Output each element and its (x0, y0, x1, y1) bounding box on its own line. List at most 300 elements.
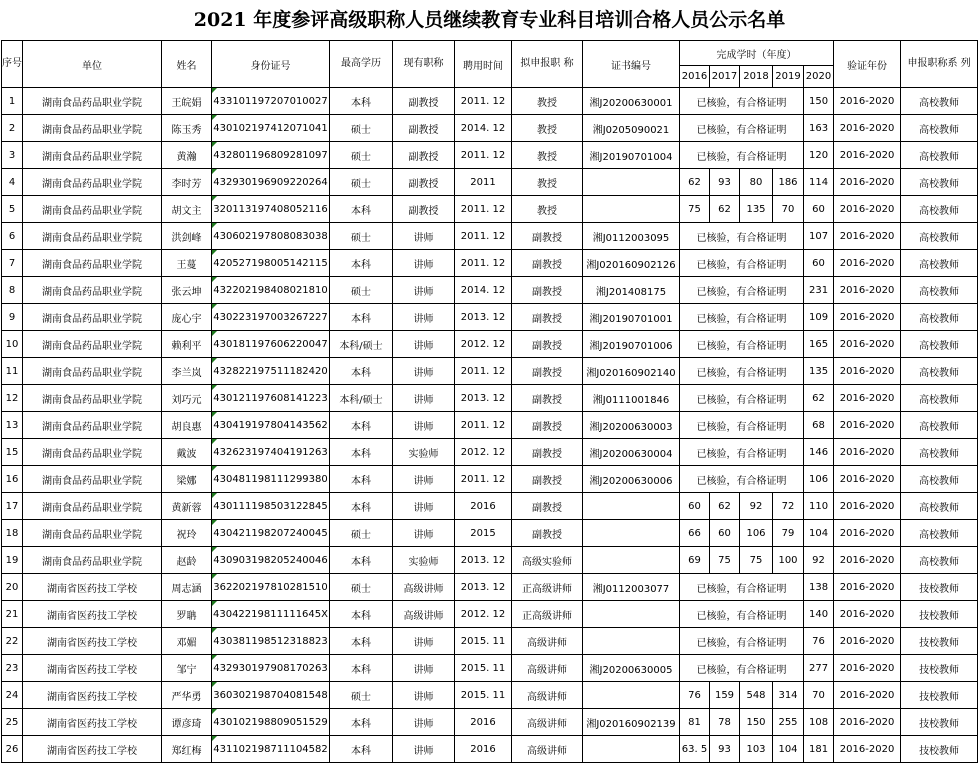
cell-unit: 湖南食品药品职业学院 (23, 88, 162, 115)
cell-current-title: 讲师 (393, 655, 455, 682)
cell-current-title: 副教授 (393, 115, 455, 142)
cell-verify-years: 2016-2020 (834, 601, 901, 628)
cell-verify-years: 2016-2020 (834, 358, 901, 385)
cell-hours-status: 已核验，有合格证明 (680, 574, 804, 601)
cell-series: 高校教师 (901, 250, 978, 277)
cell-hours-year: 103 (740, 736, 773, 763)
cell-seq: 8 (2, 277, 23, 304)
cell-hire-date: 2011. 12 (455, 466, 512, 493)
cell-current-title: 讲师 (393, 493, 455, 520)
cell-id: 432822197511182420 (212, 358, 330, 385)
cell-education: 本科 (330, 601, 393, 628)
cell-seq: 1 (2, 88, 23, 115)
table-row (2, 547, 978, 574)
cell-hours-year: 66 (680, 520, 710, 547)
cell-unit: 湖南食品药品职业学院 (23, 331, 162, 358)
cell-certificate (583, 169, 680, 196)
cell-hours-year: 104 (773, 736, 804, 763)
cell-hours-2020: 68 (804, 412, 834, 439)
cell-series: 技校教师 (901, 736, 978, 763)
cell-verify-years: 2016-2020 (834, 142, 901, 169)
cell-apply-title: 副教授 (512, 304, 583, 331)
cell-current-title: 讲师 (393, 520, 455, 547)
cell-education: 硕士 (330, 169, 393, 196)
cell-certificate: 湘J20200630005 (583, 655, 680, 682)
table-row (2, 115, 978, 142)
cell-education: 本科 (330, 709, 393, 736)
col-header-hire-date: 聘用时间 (455, 41, 512, 88)
cell-seq: 23 (2, 655, 23, 682)
cell-unit: 湖南食品药品职业学院 (23, 169, 162, 196)
cell-verify-years: 2016-2020 (834, 196, 901, 223)
cell-unit: 湖南省医药技工学校 (23, 709, 162, 736)
cell-apply-title: 副教授 (512, 520, 583, 547)
cell-certificate: 湘J020160902140 (583, 358, 680, 385)
cell-hire-date: 2011. 12 (455, 142, 512, 169)
cell-name: 李时芳 (162, 169, 212, 196)
cell-name: 黄瀚 (162, 142, 212, 169)
cell-hours-year: 79 (773, 520, 804, 547)
cell-name: 谭彦琦 (162, 709, 212, 736)
cell-hours-2020: 120 (804, 142, 834, 169)
cell-unit: 湖南省医药技工学校 (23, 601, 162, 628)
cell-unit: 湖南食品药品职业学院 (23, 385, 162, 412)
cell-hours-2020: 138 (804, 574, 834, 601)
cell-id: 430481198111299380 (212, 466, 330, 493)
cell-hours-year: 110 (804, 493, 834, 520)
col-header-seq: 序号 (2, 41, 23, 88)
table-row (2, 88, 978, 115)
cell-seq: 18 (2, 520, 23, 547)
cell-unit: 湖南食品药品职业学院 (23, 304, 162, 331)
cell-seq: 16 (2, 466, 23, 493)
cell-apply-title: 高级实验师 (512, 547, 583, 574)
cell-current-title: 实验师 (393, 439, 455, 466)
cell-verify-years: 2016-2020 (834, 223, 901, 250)
cell-hours-year: 150 (740, 709, 773, 736)
cell-seq: 10 (2, 331, 23, 358)
cell-series: 高校教师 (901, 547, 978, 574)
cell-current-title: 讲师 (393, 385, 455, 412)
table-row (2, 736, 978, 763)
cell-series: 高校教师 (901, 412, 978, 439)
col-header-education: 最高学历 (330, 41, 393, 88)
cell-hours-status: 已核验，有合格证明 (680, 331, 804, 358)
cell-id: 430419197804143562 (212, 412, 330, 439)
cell-hours-year: 106 (740, 520, 773, 547)
cell-hours-year: 60 (804, 196, 834, 223)
cell-series: 高校教师 (901, 358, 978, 385)
cell-series: 高校教师 (901, 385, 978, 412)
cell-apply-title: 副教授 (512, 493, 583, 520)
col-header-year: 2019 (773, 66, 804, 88)
cell-verify-years: 2016-2020 (834, 250, 901, 277)
cell-current-title: 讲师 (393, 331, 455, 358)
cell-series: 技校教师 (901, 709, 978, 736)
cell-name: 郑红梅 (162, 736, 212, 763)
cell-series: 高校教师 (901, 331, 978, 358)
cell-hours-2020: 277 (804, 655, 834, 682)
cell-id: 430111198503122845 (212, 493, 330, 520)
cell-name: 王蔓 (162, 250, 212, 277)
cell-hours-year: 255 (773, 709, 804, 736)
cell-id: 430421198207240045 (212, 520, 330, 547)
cell-id: 320113197408052116 (212, 196, 330, 223)
cell-certificate (583, 628, 680, 655)
table-row (2, 304, 978, 331)
cell-hours-year: 186 (773, 169, 804, 196)
cell-verify-years: 2016-2020 (834, 412, 901, 439)
cell-education: 本科 (330, 196, 393, 223)
table-row (2, 412, 978, 439)
cell-series: 高校教师 (901, 493, 978, 520)
cell-education: 本科 (330, 439, 393, 466)
cell-hire-date: 2011. 12 (455, 196, 512, 223)
cell-unit: 湖南食品药品职业学院 (23, 439, 162, 466)
cell-verify-years: 2016-2020 (834, 439, 901, 466)
cell-seq: 2 (2, 115, 23, 142)
cell-hours-year: 60 (680, 493, 710, 520)
cell-unit: 湖南食品药品职业学院 (23, 412, 162, 439)
cell-hours-year: 60 (710, 520, 740, 547)
cell-education: 本科 (330, 358, 393, 385)
cell-hours-2020: 140 (804, 601, 834, 628)
cell-id: 420527198005142115 (212, 250, 330, 277)
cell-verify-years: 2016-2020 (834, 547, 901, 574)
cell-id: 430223197003267227 (212, 304, 330, 331)
cell-name: 陈玉秀 (162, 115, 212, 142)
cell-current-title: 讲师 (393, 223, 455, 250)
cell-unit: 湖南食品药品职业学院 (23, 142, 162, 169)
cell-unit: 湖南食品药品职业学院 (23, 196, 162, 223)
table-row (2, 574, 978, 601)
cell-hours-year: 72 (773, 493, 804, 520)
cell-verify-years: 2016-2020 (834, 385, 901, 412)
cell-hours-year: 181 (804, 736, 834, 763)
cell-seq: 15 (2, 439, 23, 466)
cell-hours-status: 已核验，有合格证明 (680, 277, 804, 304)
cell-name: 周志涵 (162, 574, 212, 601)
cell-verify-years: 2016-2020 (834, 331, 901, 358)
cell-seq: 9 (2, 304, 23, 331)
cell-hours-year: 75 (680, 196, 710, 223)
cell-hours-status: 已核验，有合格证明 (680, 88, 804, 115)
cell-hire-date: 2015. 11 (455, 655, 512, 682)
cell-certificate: 湘J20190701001 (583, 304, 680, 331)
cell-hours-year: 63. 5 (680, 736, 710, 763)
cell-unit: 湖南食品药品职业学院 (23, 358, 162, 385)
cell-name: 刘巧元 (162, 385, 212, 412)
cell-verify-years: 2016-2020 (834, 466, 901, 493)
col-header-name: 姓名 (162, 41, 212, 88)
cell-name: 洪剑峰 (162, 223, 212, 250)
col-header-verify-years: 验证年份 (834, 41, 901, 88)
cell-hours-year: 75 (710, 547, 740, 574)
cell-certificate: 湘J20190701006 (583, 331, 680, 358)
cell-education: 本科/硕士 (330, 385, 393, 412)
cell-id: 362202197810281510 (212, 574, 330, 601)
cell-hours-year: 62 (710, 493, 740, 520)
cell-hours-year: 159 (710, 682, 740, 709)
cell-id: 43042219811111645X (212, 601, 330, 628)
cell-apply-title: 高级讲师 (512, 628, 583, 655)
cell-name: 胡文主 (162, 196, 212, 223)
cell-unit: 湖南食品药品职业学院 (23, 520, 162, 547)
cell-hire-date: 2012. 12 (455, 331, 512, 358)
cell-id: 430181197606220047 (212, 331, 330, 358)
cell-seq: 3 (2, 142, 23, 169)
cell-apply-title: 教授 (512, 115, 583, 142)
col-header-year: 2018 (740, 66, 773, 88)
table-row (2, 601, 978, 628)
cell-hours-status: 已核验，有合格证明 (680, 304, 804, 331)
col-header-apply-title: 拟申报职 称 (512, 41, 583, 88)
cell-hire-date: 2016 (455, 493, 512, 520)
cell-education: 本科 (330, 466, 393, 493)
cell-series: 高校教师 (901, 277, 978, 304)
cell-hours-year: 93 (710, 736, 740, 763)
cell-unit: 湖南食品药品职业学院 (23, 115, 162, 142)
cell-id: 433101197207010027 (212, 88, 330, 115)
cell-hours-status: 已核验，有合格证明 (680, 628, 804, 655)
table-row (2, 277, 978, 304)
cell-name: 王皖娟 (162, 88, 212, 115)
cell-certificate: 湘J0111001846 (583, 385, 680, 412)
col-header-hours: 完成学时（年度） (680, 41, 834, 66)
cell-seq: 5 (2, 196, 23, 223)
cell-name: 黄新蓉 (162, 493, 212, 520)
cell-unit: 湖南食品药品职业学院 (23, 547, 162, 574)
cell-verify-years: 2016-2020 (834, 493, 901, 520)
cell-education: 本科 (330, 493, 393, 520)
cell-hours-year: 92 (740, 493, 773, 520)
cell-hours-year: 81 (680, 709, 710, 736)
table-row (2, 709, 978, 736)
table-row (2, 223, 978, 250)
cell-id: 360302198704081548 (212, 682, 330, 709)
cell-hours-year: 100 (773, 547, 804, 574)
cell-seq: 13 (2, 412, 23, 439)
cell-current-title: 讲师 (393, 628, 455, 655)
cell-apply-title: 副教授 (512, 223, 583, 250)
cell-education: 本科 (330, 250, 393, 277)
cell-apply-title: 正高级讲师 (512, 601, 583, 628)
cell-series: 技校教师 (901, 628, 978, 655)
cell-hours-status: 已核验，有合格证明 (680, 466, 804, 493)
cell-hire-date: 2011. 12 (455, 412, 512, 439)
cell-seq: 11 (2, 358, 23, 385)
cell-certificate: 湘J20190701004 (583, 142, 680, 169)
col-header-series: 申报职称系 列 (901, 41, 978, 88)
cell-apply-title: 高级讲师 (512, 655, 583, 682)
cell-hours-2020: 163 (804, 115, 834, 142)
cell-verify-years: 2016-2020 (834, 304, 901, 331)
cell-hire-date: 2011. 12 (455, 250, 512, 277)
cell-series: 高校教师 (901, 466, 978, 493)
cell-hours-status: 已核验，有合格证明 (680, 412, 804, 439)
cell-unit: 湖南食品药品职业学院 (23, 277, 162, 304)
cell-hire-date: 2012. 12 (455, 601, 512, 628)
cell-name: 庞心宇 (162, 304, 212, 331)
cell-hours-year: 548 (740, 682, 773, 709)
cell-apply-title: 教授 (512, 169, 583, 196)
cell-seq: 26 (2, 736, 23, 763)
cell-current-title: 讲师 (393, 304, 455, 331)
cell-hire-date: 2016 (455, 709, 512, 736)
cell-certificate: 湘J020160902139 (583, 709, 680, 736)
cell-apply-title: 副教授 (512, 331, 583, 358)
cell-verify-years: 2016-2020 (834, 628, 901, 655)
cell-certificate (583, 547, 680, 574)
cell-apply-title: 正高级讲师 (512, 574, 583, 601)
cell-hire-date: 2011. 12 (455, 358, 512, 385)
cell-verify-years: 2016-2020 (834, 682, 901, 709)
table-row (2, 439, 978, 466)
cell-name: 邓媚 (162, 628, 212, 655)
cell-hours-status: 已核验，有合格证明 (680, 142, 804, 169)
cell-education: 本科 (330, 412, 393, 439)
cell-education: 硕士 (330, 682, 393, 709)
cell-name: 罗聃 (162, 601, 212, 628)
cell-unit: 湖南食品药品职业学院 (23, 250, 162, 277)
cell-seq: 25 (2, 709, 23, 736)
cell-current-title: 副教授 (393, 88, 455, 115)
cell-certificate (583, 520, 680, 547)
cell-verify-years: 2016-2020 (834, 709, 901, 736)
cell-certificate: 湘J20200630004 (583, 439, 680, 466)
cell-hours-year: 78 (710, 709, 740, 736)
cell-apply-title: 副教授 (512, 385, 583, 412)
cell-id: 430903198205240046 (212, 547, 330, 574)
cell-unit: 湖南食品药品职业学院 (23, 466, 162, 493)
cell-hire-date: 2013. 12 (455, 385, 512, 412)
cell-id: 432801196809281097 (212, 142, 330, 169)
cell-certificate: 湘J201408175 (583, 277, 680, 304)
cell-verify-years: 2016-2020 (834, 115, 901, 142)
table-row (2, 358, 978, 385)
cell-certificate (583, 493, 680, 520)
cell-apply-title: 副教授 (512, 466, 583, 493)
col-header-year: 2020 (804, 66, 834, 88)
cell-hours-year: 62 (680, 169, 710, 196)
cell-hours-status: 已核验，有合格证明 (680, 439, 804, 466)
cell-seq: 24 (2, 682, 23, 709)
cell-certificate: 湘J0112003095 (583, 223, 680, 250)
cell-certificate (583, 682, 680, 709)
cell-name: 严华勇 (162, 682, 212, 709)
cell-seq: 7 (2, 250, 23, 277)
roster-table (1, 40, 978, 763)
cell-verify-years: 2016-2020 (834, 736, 901, 763)
cell-hours-year: 70 (773, 196, 804, 223)
table-row (2, 655, 978, 682)
cell-name: 李兰岚 (162, 358, 212, 385)
cell-apply-title: 副教授 (512, 277, 583, 304)
cell-current-title: 讲师 (393, 736, 455, 763)
cell-certificate: 湘J020160902126 (583, 250, 680, 277)
cell-name: 赵龄 (162, 547, 212, 574)
cell-seq: 20 (2, 574, 23, 601)
cell-education: 硕士 (330, 142, 393, 169)
cell-id: 430102197412071041 (212, 115, 330, 142)
table-row (2, 331, 978, 358)
cell-current-title: 讲师 (393, 277, 455, 304)
cell-series: 技校教师 (901, 601, 978, 628)
cell-education: 硕士 (330, 223, 393, 250)
cell-education: 硕士 (330, 277, 393, 304)
cell-series: 高校教师 (901, 169, 978, 196)
cell-education: 硕士 (330, 574, 393, 601)
cell-id: 430102198809051529 (212, 709, 330, 736)
cell-unit: 湖南省医药技工学校 (23, 736, 162, 763)
cell-seq: 6 (2, 223, 23, 250)
cell-hours-year: 135 (740, 196, 773, 223)
cell-education: 硕士 (330, 115, 393, 142)
cell-series: 高校教师 (901, 439, 978, 466)
cell-hours-year: 108 (804, 709, 834, 736)
col-header-certificate: 证书编号 (583, 41, 680, 88)
cell-name: 赖利平 (162, 331, 212, 358)
col-header-year: 2017 (710, 66, 740, 88)
cell-certificate: 湘J20200630001 (583, 88, 680, 115)
col-header-year: 2016 (680, 66, 710, 88)
cell-hours-year: 75 (740, 547, 773, 574)
cell-series: 高校教师 (901, 196, 978, 223)
cell-apply-title: 副教授 (512, 250, 583, 277)
cell-current-title: 讲师 (393, 358, 455, 385)
cell-apply-title: 教授 (512, 196, 583, 223)
cell-verify-years: 2016-2020 (834, 277, 901, 304)
cell-id: 430602197808083038 (212, 223, 330, 250)
cell-hire-date: 2012. 12 (455, 439, 512, 466)
cell-hire-date: 2013. 12 (455, 304, 512, 331)
cell-hours-2020: 109 (804, 304, 834, 331)
cell-hours-year: 92 (804, 547, 834, 574)
cell-hours-year: 76 (680, 682, 710, 709)
table-row (2, 466, 978, 493)
cell-hire-date: 2015. 11 (455, 628, 512, 655)
cell-education: 本科 (330, 655, 393, 682)
cell-unit: 湖南省医药技工学校 (23, 628, 162, 655)
cell-apply-title: 高级讲师 (512, 709, 583, 736)
cell-hire-date: 2014. 12 (455, 115, 512, 142)
cell-hours-2020: 60 (804, 250, 834, 277)
cell-certificate: 湘J20200630003 (583, 412, 680, 439)
cell-unit: 湖南食品药品职业学院 (23, 493, 162, 520)
cell-hours-2020: 146 (804, 439, 834, 466)
cell-series: 高校教师 (901, 142, 978, 169)
cell-id: 432623197404191263 (212, 439, 330, 466)
cell-seq: 12 (2, 385, 23, 412)
cell-seq: 19 (2, 547, 23, 574)
cell-hours-status: 已核验，有合格证明 (680, 223, 804, 250)
cell-education: 硕士 (330, 520, 393, 547)
cell-unit: 湖南省医药技工学校 (23, 682, 162, 709)
cell-hours-year: 62 (710, 196, 740, 223)
cell-series: 高校教师 (901, 520, 978, 547)
cell-apply-title: 教授 (512, 142, 583, 169)
cell-verify-years: 2016-2020 (834, 88, 901, 115)
cell-hire-date: 2015. 11 (455, 682, 512, 709)
cell-name: 戴波 (162, 439, 212, 466)
cell-unit: 湖南食品药品职业学院 (23, 223, 162, 250)
cell-current-title: 讲师 (393, 466, 455, 493)
cell-hire-date: 2016 (455, 736, 512, 763)
cell-education: 本科 (330, 547, 393, 574)
cell-hours-year: 104 (804, 520, 834, 547)
cell-current-title: 实验师 (393, 547, 455, 574)
cell-current-title: 高级讲师 (393, 601, 455, 628)
